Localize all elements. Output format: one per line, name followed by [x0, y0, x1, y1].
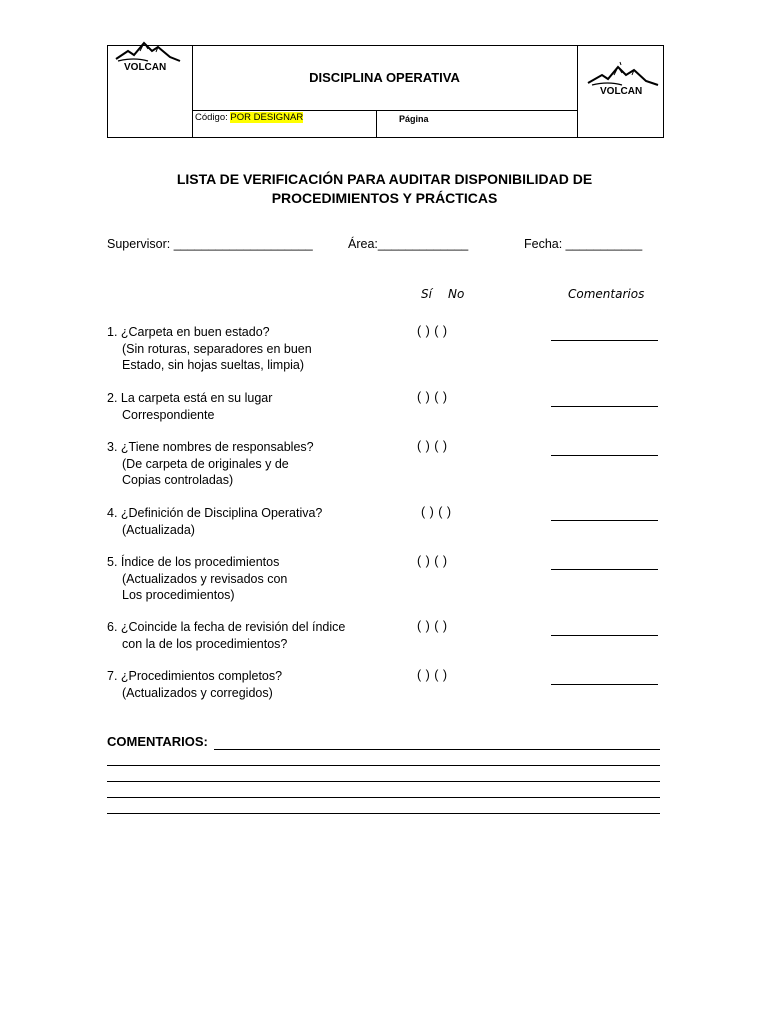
- item-6-detail-1: con la de los procedimientos?: [122, 636, 288, 651]
- item-5-detail-2: Los procedimientos): [122, 588, 235, 602]
- item-2-checkboxes[interactable]: ( ) ( ): [417, 390, 448, 404]
- column-no: No: [448, 287, 465, 301]
- comentarios-label: COMENTARIOS:: [107, 734, 208, 749]
- column-si: Sí: [421, 287, 432, 301]
- comentarios-line-3[interactable]: [107, 781, 660, 782]
- fecha-field[interactable]: Fecha: ___________: [524, 237, 643, 251]
- area-field[interactable]: Área:_____________: [348, 237, 469, 251]
- item-3-question: 3. ¿Tiene nombres de responsables?: [107, 440, 314, 454]
- pagina-divider: [376, 110, 377, 137]
- item-5-question: 5. Índice de los procedimientos: [107, 555, 280, 569]
- item-5-comment-line[interactable]: [551, 569, 658, 570]
- comentarios-line-4[interactable]: [107, 797, 660, 798]
- item-1-comment-line[interactable]: [551, 340, 658, 341]
- comentarios-line-2[interactable]: [107, 765, 660, 766]
- checklist-item-2: [107, 390, 272, 423]
- item-7-checkboxes[interactable]: ( ) ( ): [417, 668, 448, 682]
- item-3-detail-1: (De carpeta de originales y de: [122, 456, 289, 471]
- comentarios-line-1[interactable]: [214, 749, 660, 750]
- codigo-value: POR DESIGNAR: [230, 112, 304, 123]
- column-comentarios: Comentarios: [568, 287, 645, 301]
- item-6-question: 6. ¿Coincide la fecha de revisión del índice: [107, 620, 346, 634]
- header-table: [107, 45, 664, 138]
- item-7-comment-line[interactable]: [551, 684, 658, 685]
- item-7-question: 7. ¿Procedimientos completos?: [107, 669, 283, 683]
- supervisor-field[interactable]: Supervisor: ____________________: [107, 237, 313, 251]
- header-divider-right: [577, 45, 578, 137]
- document-title-line-1: LISTA DE VERIFICACIÓN PARA AUDITAR DISPONIBILIDAD DE: [176, 171, 593, 187]
- checklist-item-7: [107, 668, 282, 701]
- item-4-checkboxes[interactable]: ( ) ( ): [421, 505, 452, 519]
- item-5-checkboxes[interactable]: ( ) ( ): [417, 554, 448, 568]
- checklist-item-1: [107, 324, 312, 374]
- volcan-logo-right: [586, 61, 662, 97]
- document-title: [107, 170, 662, 208]
- codigo-field: [195, 112, 303, 123]
- checklist-item-3: [107, 439, 314, 489]
- item-3-checkboxes[interactable]: ( ) ( ): [417, 439, 448, 453]
- item-4-question: 4. ¿Definición de Disciplina Operativa?: [107, 506, 323, 520]
- item-1-detail-1: (Sin roturas, separadores en buen: [122, 341, 312, 356]
- item-3-comment-line[interactable]: [551, 455, 658, 456]
- codigo-label: Código:: [195, 112, 228, 123]
- volcan-logo-text-right: VOLCAN: [600, 86, 643, 97]
- item-1-checkboxes[interactable]: ( ) ( ): [417, 324, 448, 338]
- header-middle-rule: [192, 110, 577, 111]
- item-2-question: 2. La carpeta está en su lugar: [107, 391, 273, 405]
- volcan-logo-left: [114, 39, 184, 73]
- volcan-logo-text-left: VOLCAN: [124, 62, 167, 73]
- checklist-item-6: [107, 619, 345, 652]
- item-2-comment-line[interactable]: [551, 406, 658, 407]
- item-4-detail-1: (Actualizada): [122, 522, 195, 537]
- item-2-detail-1: Correspondiente: [122, 407, 215, 422]
- pagina-label: Página: [399, 114, 429, 124]
- checklist-item-5: [107, 554, 287, 604]
- item-7-detail-1: (Actualizados y corregidos): [122, 685, 273, 700]
- item-6-comment-line[interactable]: [551, 635, 658, 636]
- item-3-detail-2: Copias controladas): [122, 473, 234, 487]
- comentarios-line-5[interactable]: [107, 813, 660, 814]
- item-6-checkboxes[interactable]: ( ) ( ): [417, 619, 448, 633]
- item-1-detail-2: Estado, sin hojas sueltas, limpia): [122, 358, 305, 372]
- item-5-detail-1: (Actualizados y revisados con: [122, 571, 288, 586]
- item-4-comment-line[interactable]: [551, 520, 658, 521]
- checklist-item-4: [107, 505, 322, 538]
- item-1-question: 1. ¿Carpeta en buen estado?: [107, 325, 270, 339]
- document-title-line-2: PROCEDIMIENTOS Y PRÁCTICAS: [271, 190, 498, 206]
- header-title: DISCIPLINA OPERATIVA: [309, 70, 460, 85]
